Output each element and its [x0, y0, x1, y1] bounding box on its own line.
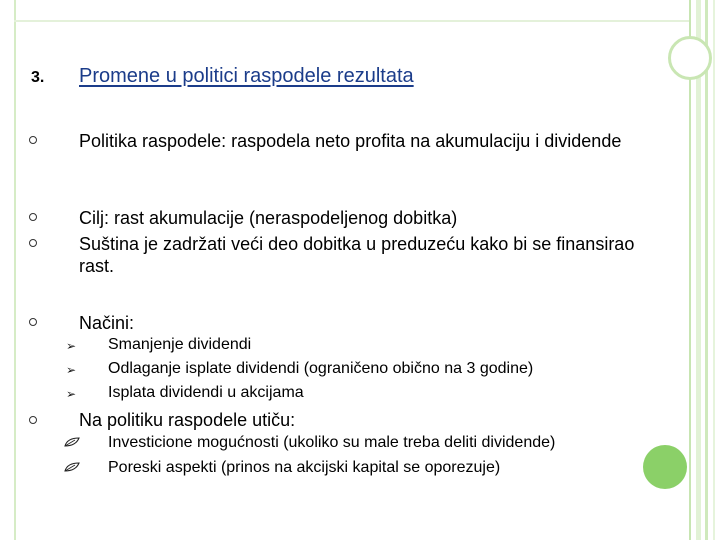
arrowhead-bullet-icon: ➢	[66, 387, 77, 401]
leaf-bullet-icon	[64, 462, 80, 472]
circle-bullet-icon	[29, 318, 37, 326]
leaf-bullet-icon	[64, 437, 80, 447]
arrowhead-bullet-icon: ➢	[66, 363, 77, 377]
circle-bullet-icon	[29, 213, 37, 221]
arrowhead-bullet-icon: ➢	[66, 339, 77, 353]
section-number: 3.	[31, 69, 45, 86]
bullet-text: Politika raspodele: raspodela neto profita na akumulaciju i dividende	[79, 131, 622, 151]
circle-bullet-icon	[29, 416, 37, 424]
sub-bullet-text: Odlaganje isplate dividendi (ograničeno obično na 3 godine)	[108, 360, 534, 377]
frame-right-line	[705, 0, 708, 540]
sub-bullet-text: Poreski aspekti (prinos na akcijski kapital se oporezuje)	[108, 459, 501, 476]
frame-left-line	[14, 0, 16, 540]
decorative-circle-filled	[643, 445, 687, 489]
slide-title: Promene u politici raspodele rezultata	[79, 65, 414, 87]
sub-bullet-text: Smanjenje dividendi	[108, 336, 252, 353]
circle-bullet-icon	[29, 239, 37, 247]
bullet-text: Suština je zadržati veći deo dobitka u preduzeću kako bi se finansirao rast.	[79, 234, 635, 276]
frame-right-line	[689, 0, 691, 540]
sub-bullet-text: Investicione mogućnosti (ukoliko su male treba deliti dividende)	[108, 434, 556, 451]
decorative-circle-outline	[668, 36, 712, 80]
bullet-text: Cilj: rast akumulacije (neraspodeljenog dobitka)	[79, 208, 458, 228]
bullet-text: Na politiku raspodele utiču:	[79, 410, 296, 430]
sub-bullet-text: Isplata dividendi u akcijama	[108, 384, 304, 401]
frame-right-line	[713, 0, 715, 540]
circle-bullet-icon	[29, 136, 37, 144]
frame-top-line	[14, 20, 691, 22]
bullet-text: Načini:	[79, 313, 135, 333]
frame-right-line	[696, 0, 701, 540]
